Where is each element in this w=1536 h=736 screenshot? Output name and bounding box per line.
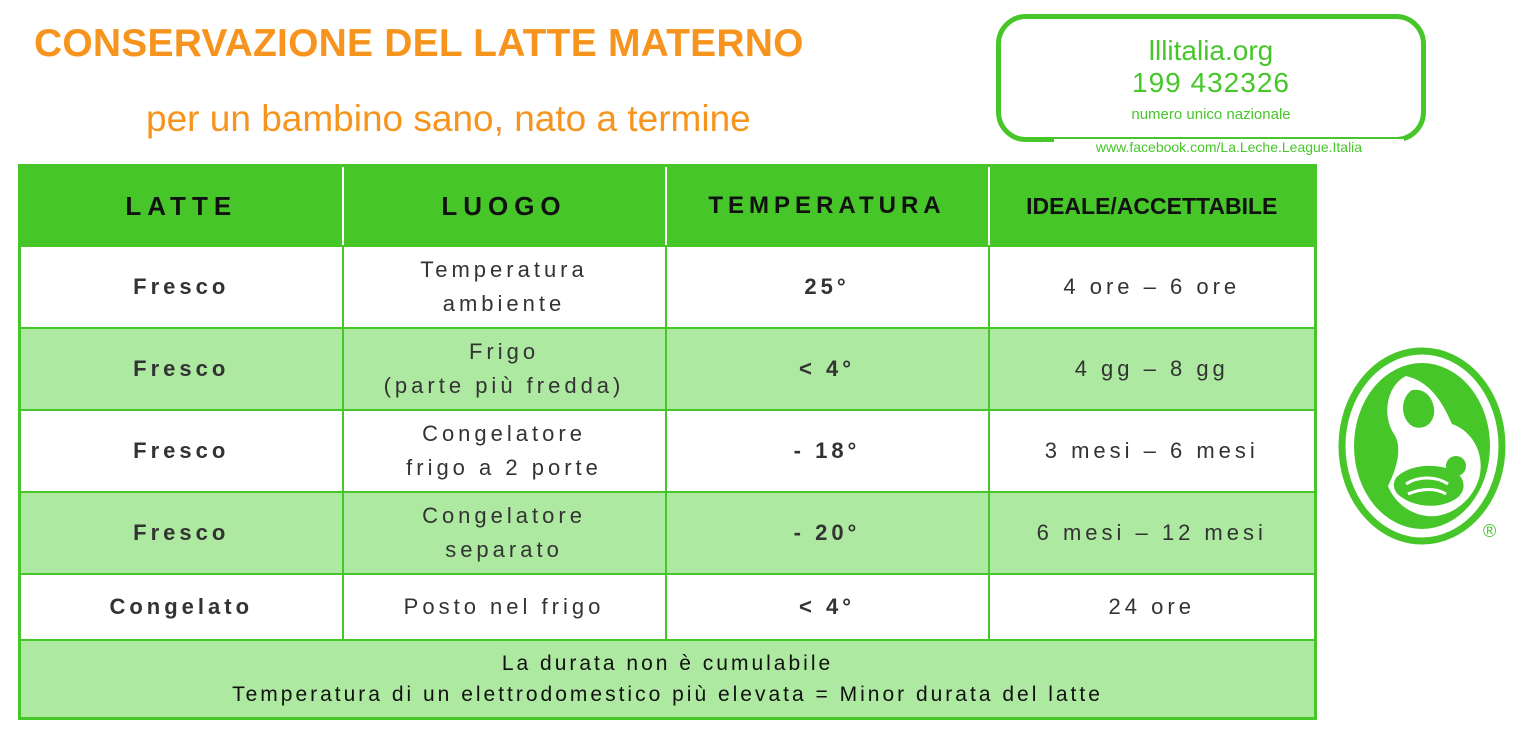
cell-durata: 24 ore xyxy=(989,574,1316,640)
cell-luogo-line: Temperatura xyxy=(420,257,588,282)
cell-luogo-line: separato xyxy=(445,537,563,562)
table-footer-row xyxy=(20,640,1316,719)
cell-luogo xyxy=(343,410,666,492)
cell-latte: Fresco xyxy=(20,492,343,574)
cell-luogo xyxy=(343,492,666,574)
table-header-row xyxy=(20,166,1316,247)
cell-luogo-line: frigo a 2 porte xyxy=(406,455,602,480)
table-footer-note xyxy=(20,640,1316,719)
cell-latte: Fresco xyxy=(20,328,343,410)
cell-luogo-line: (parte più fredda) xyxy=(383,373,625,398)
header-temperatura: TEMPERATURA xyxy=(666,166,989,247)
cell-temperatura: < 4° xyxy=(666,574,989,640)
cell-luogo-line: Posto nel frigo xyxy=(403,594,605,619)
cell-luogo xyxy=(343,246,666,328)
contact-facebook[interactable]: www.facebook.com/La.Leche.League.Italia xyxy=(1054,139,1404,155)
page-title: CONSERVAZIONE DEL LATTE MATERNO xyxy=(34,22,804,65)
contact-box xyxy=(996,14,1426,155)
cell-durata: 4 ore – 6 ore xyxy=(989,246,1316,328)
mother-breastfeeding-logo-icon xyxy=(1336,346,1508,546)
cell-temperatura: - 20° xyxy=(666,492,989,574)
cell-luogo-line: Congelatore xyxy=(422,421,586,446)
cell-durata: 6 mesi – 12 mesi xyxy=(989,492,1316,574)
storage-table xyxy=(18,164,1317,720)
registered-mark: ® xyxy=(1483,521,1497,541)
cell-temperatura: < 4° xyxy=(666,328,989,410)
cell-latte: Fresco xyxy=(20,246,343,328)
cell-luogo-line: Frigo xyxy=(468,339,540,364)
footer-note-line: Temperatura di un elettrodomestico più elevata = Minor durata del latte xyxy=(232,683,1103,706)
cell-luogo-line: Congelatore xyxy=(422,503,586,528)
contact-website[interactable]: lllitalia.org xyxy=(1148,35,1274,66)
cell-luogo xyxy=(343,328,666,410)
cell-durata: 3 mesi – 6 mesi xyxy=(989,410,1316,492)
cell-latte: Congelato xyxy=(20,574,343,640)
table-row xyxy=(20,410,1316,492)
contact-phone: 199 432326 xyxy=(1132,67,1290,98)
cell-luogo xyxy=(343,574,666,640)
header-durata: IDEALE/ACCETTABILE xyxy=(989,166,1316,247)
cell-temperatura: - 18° xyxy=(666,410,989,492)
table-row xyxy=(20,328,1316,410)
header-latte: LATTE xyxy=(20,166,343,247)
table-row xyxy=(20,492,1316,574)
header-luogo: LUOGO xyxy=(343,166,666,247)
footer-note-line: La durata non è cumulabile xyxy=(501,652,834,675)
page-subtitle: per un bambino sano, nato a termine xyxy=(146,98,751,139)
cell-luogo-line: ambiente xyxy=(442,291,566,316)
cell-latte: Fresco xyxy=(20,410,343,492)
contact-phone-note: numero unico nazionale xyxy=(1131,106,1291,123)
table-row xyxy=(20,246,1316,328)
table-row xyxy=(20,574,1316,640)
cell-temperatura: 25° xyxy=(666,246,989,328)
cell-durata: 4 gg – 8 gg xyxy=(989,328,1316,410)
